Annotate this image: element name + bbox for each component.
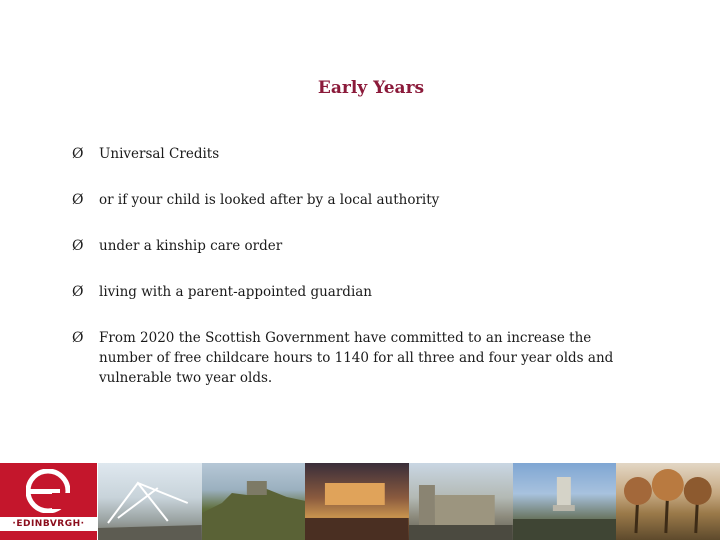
arrow-bullet-icon: Ø	[72, 146, 84, 162]
bullet-item	[72, 282, 632, 302]
palace-icon	[409, 463, 513, 540]
arrow-bullet-icon: Ø	[72, 238, 84, 254]
castle-night-icon	[305, 463, 409, 540]
photo-calton-hill	[513, 463, 617, 540]
photo-tent-structure	[98, 463, 202, 540]
bullet-list	[72, 144, 632, 388]
photo-castle	[202, 463, 306, 540]
slide-title: Early Years	[317, 78, 425, 98]
tent-structure-icon	[98, 463, 202, 540]
trees-icon	[616, 463, 720, 540]
edinburgh-e-logo-icon	[26, 469, 70, 513]
photo-palace	[409, 463, 513, 540]
bullet-item	[72, 190, 632, 210]
bullet-text: living with a parent-appointed guardian	[99, 284, 373, 300]
bullet-item	[72, 144, 632, 164]
edinburgh-logo	[0, 463, 98, 540]
photo-meadow-trees	[616, 463, 720, 540]
monument-icon	[513, 463, 617, 540]
footer-banner	[0, 463, 720, 540]
castle-icon	[202, 463, 306, 540]
bullet-text: Universal Credits	[99, 146, 220, 162]
bullet-text: under a kinship care order	[99, 238, 283, 254]
arrow-bullet-icon: Ø	[72, 192, 84, 208]
bullet-item	[72, 236, 632, 256]
bullet-text: or if your child is looked after by a local authority	[99, 192, 440, 208]
bullet-text: From 2020 the Scottish Government have committed to an increase the number of free childcare hours to 1140 for all three and four year olds and vulnerable two year olds.	[99, 330, 614, 386]
arrow-bullet-icon: Ø	[72, 330, 84, 346]
photo-castle-night	[305, 463, 409, 540]
bullet-item	[72, 328, 632, 388]
arrow-bullet-icon: Ø	[72, 284, 84, 300]
logo-text: ·EDINBVRGH·	[0, 517, 97, 531]
